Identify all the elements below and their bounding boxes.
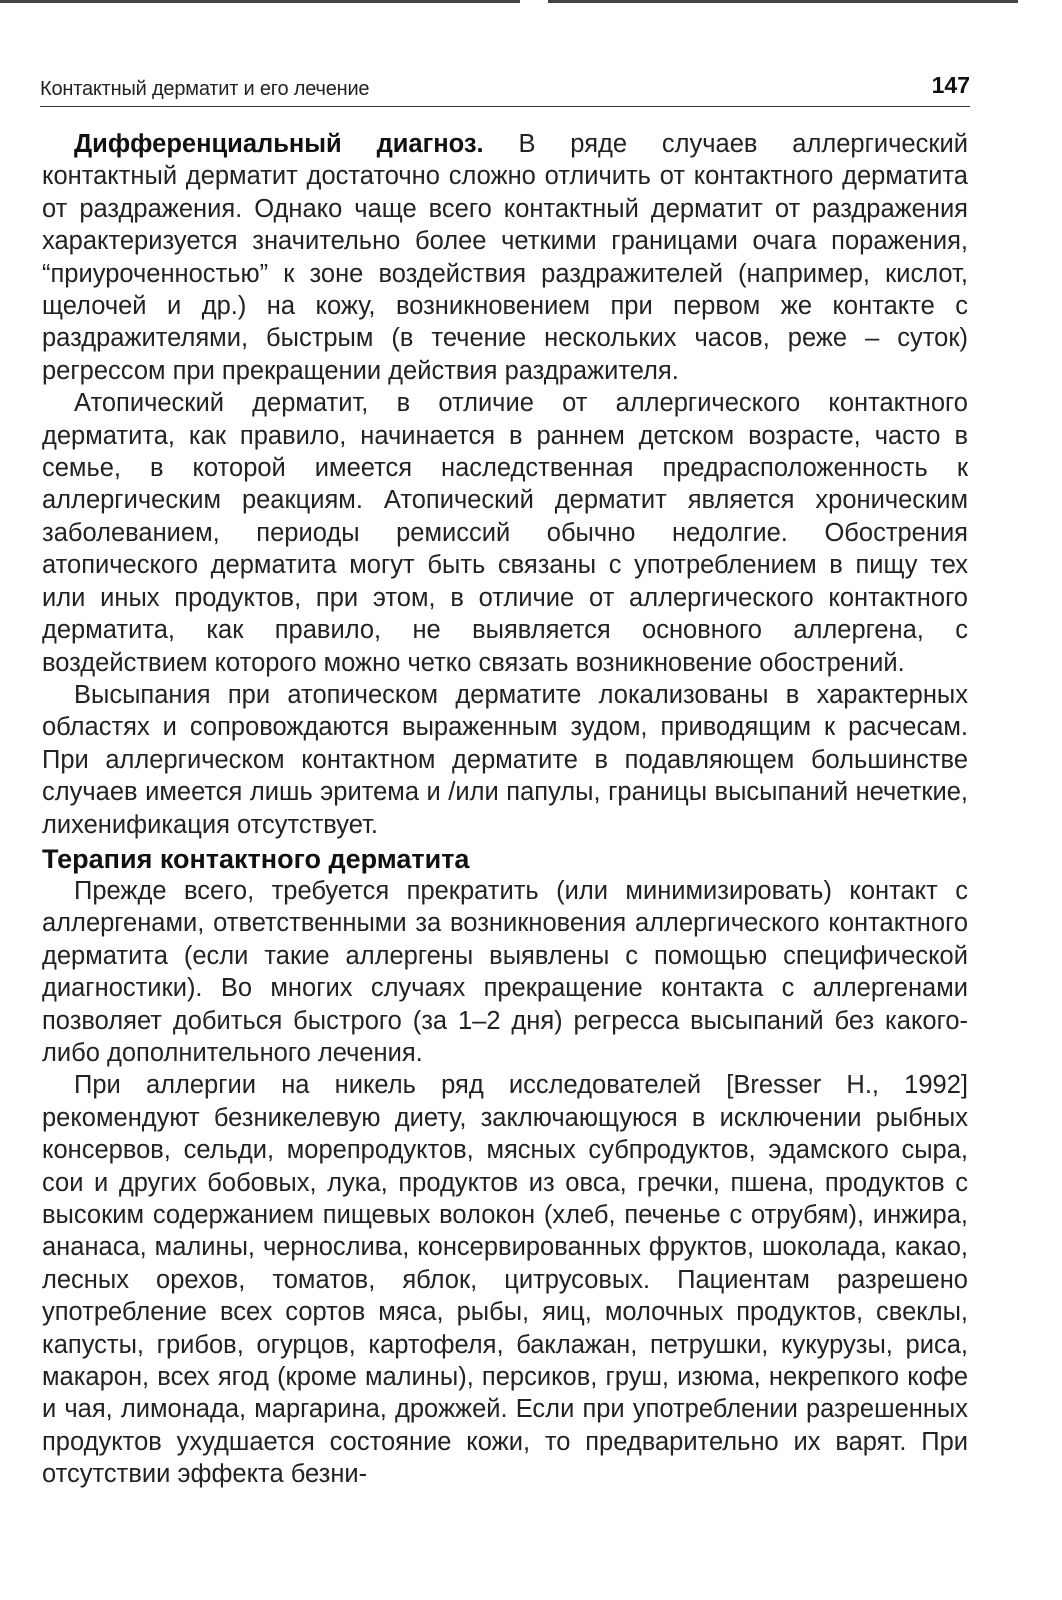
- running-header-title: Контактный дерматит и его лечение: [40, 78, 370, 100]
- top-edge-rule-right: [548, 0, 1018, 3]
- paragraph-text: В ряде случаев аллергический контактный дерматит достаточно сложно отличить от контактного дерматита от раздражения. Однако чаще всего контактный дерматит от раздражения характеризуется значительно более четкими границами очага поражения, “приуроченностью” к зоне воздействия раздражителей (например, кислот, щелочей и др.) на кожу, возникновением при первом же контакте с раздражителями, быстрым (в течение нескольких часов, реже – суток) регрессом при прекращении действия раздражителя.: [42, 130, 969, 385]
- paragraph-atopic-dermatitis: Атопический дерматит, в отличие от аллергического контактного дерматита, как правило, начинается в раннем детском возрасте, часто в семье, в которой имеется наследственная предрасположенность к аллергическим реакциям. Атопический дерматит является хроническим заболеванием, периоды ремиссий обычно недолгие. Обострения атопического дерматита могут быть связаны с употреблением в пищу тех или иных продуктов, при этом, в отличие от аллергического контактного дерматита, как правило, не выявляется основного аллергена, с воздействием которого можно четко связать возникновение обострений.: [42, 389, 968, 677]
- running-header: [40, 74, 970, 107]
- paragraph-differential-diagnosis: [42, 128, 968, 387]
- top-edge-rule-left: [0, 0, 520, 3]
- page-number: 147: [931, 72, 970, 98]
- page-body: [42, 128, 968, 1491]
- section-heading: Терапия контактного дерматита: [42, 843, 470, 874]
- paragraph-stop-contact: Прежде всего, требуется прекратить (или минимизировать) контакт с аллергенами, ответственными за возникновения аллергического контактного дерматита (если такие аллергены выявлены с помощью специфической диагностики). Во многих случаях прекращение контакта с аллергенами позволяет добиться быстрого (за 1–2 дня) регресса высыпаний без какого-либо дополнительного лечения.: [42, 876, 968, 1067]
- paragraph-nickel-diet: При аллергии на никель ряд исследователей [Bresser H., 1992] рекомендуют безникелевую диету, заключающуюся в исключении рыбных консервов, сельди, морепродуктов, мясных субпродуктов, эдамского сыра, сои и других бобовых, лука, продуктов из овса, гречки, пшена, продуктов с высоким содержанием пищевых волокон (хлеб, печенье с отрубям), инжира, ананаса, малины, чернослива, консервированных фруктов, шоколада, какао, лесных орехов, томатов, яблок, цитрусовых. Пациентам разрешено употребление всех сортов мяса, рыбы, яиц, молочных продуктов, свеклы, капусты, грибов, огурцов, картофеля, баклажан, петрушки, кукурузы, риса, макарон, всех ягод (кроме малины), персиков, груш, изюма, некрепкого кофе и чая, лимонада, маргарина, дрожжей. Если при употреблении разрешенных продуктов ухудшается состояние кожи, то предварительно их варят. При отсутствии эффекта безни-: [42, 1071, 968, 1489]
- run-in-heading: Дифференциальный диагноз.: [74, 130, 484, 158]
- paragraph-rash-localization: Высыпания при атопическом дерматите локализованы в характерных областях и сопровождаются выраженным зудом, приводящим к расчесам. При аллергическом контактном дерматите в подавляющем большинстве случаев имеется лишь эритема и /или папулы, границы высыпаний нечеткие, лихенификация отсутствует.: [42, 680, 968, 839]
